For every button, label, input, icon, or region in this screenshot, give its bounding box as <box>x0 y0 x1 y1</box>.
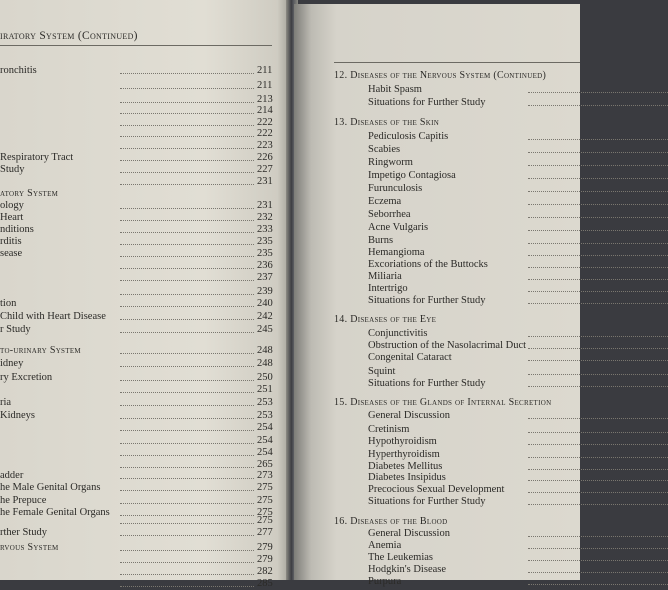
toc-entry <box>0 358 272 370</box>
toc-entry-page: 265 <box>257 459 273 470</box>
toc-entry: Intertrigo <box>368 283 668 295</box>
toc-entry-page: 250 <box>257 372 273 383</box>
toc-entry-page: 254 <box>257 447 273 458</box>
toc-entry <box>0 554 272 566</box>
toc-entry-page: 245 <box>257 324 273 335</box>
toc-entry-page: 253 <box>257 397 273 408</box>
toc-entry <box>0 495 272 507</box>
toc-entry: Situations for Further Study <box>368 97 668 109</box>
toc-entry-title: rther Study <box>0 527 47 538</box>
toc-entry-title: atory System <box>0 188 59 199</box>
toc-entry-title: nditions <box>0 224 34 235</box>
toc-entry <box>0 140 272 152</box>
toc-entry: Squint <box>368 366 668 378</box>
toc-entry-page: 231 <box>257 176 273 187</box>
toc-entry <box>0 470 272 482</box>
toc-entry <box>0 236 272 248</box>
toc-entry <box>0 397 272 409</box>
toc-entry-title: rditis <box>0 236 22 247</box>
toc-entry-page: 240 <box>257 298 273 309</box>
toc-entry <box>0 128 272 140</box>
toc-entry-page: 275 <box>257 482 273 493</box>
toc-entry <box>0 176 272 188</box>
toc-entry-page: 213 <box>257 94 273 105</box>
toc-entry-title: idney <box>0 358 24 369</box>
toc-entry <box>0 248 272 260</box>
toc-section-heading: 12. Diseases of the Nervous System (Continued) <box>334 70 547 81</box>
toc-entry-title: to-urinary System <box>0 345 81 356</box>
toc-entry-title: he Male Genital Organs <box>0 482 101 493</box>
toc-entry-page: 222 <box>257 128 273 139</box>
left-page-header: iratory System (Continued) <box>0 30 138 42</box>
toc-entry-page: 223 <box>257 140 273 151</box>
toc-entry <box>0 80 272 92</box>
toc-entry: Obstruction of the Nasolacrimal Duct <box>368 340 668 352</box>
toc-entry-page: 233 <box>257 224 273 235</box>
toc-entry: Diabetes Mellitus <box>368 461 668 473</box>
toc-entry: The Leukemias <box>368 552 668 564</box>
toc-entry-title: Respiratory Tract <box>0 152 74 163</box>
toc-entry-page: 275 <box>257 515 273 526</box>
toc-entry <box>0 345 272 357</box>
toc-entry <box>0 212 272 224</box>
toc-entry <box>0 447 272 459</box>
toc-entry <box>0 298 272 310</box>
toc-entry: Acne Vulgaris <box>368 222 668 234</box>
toc-entry-title: he Prepuce <box>0 495 47 506</box>
toc-entry <box>0 200 272 212</box>
toc-entry: Habit Spasm <box>368 84 668 96</box>
toc-entry: General Discussion <box>368 410 668 422</box>
toc-entry-page: 211 <box>257 65 273 76</box>
toc-entry: Impetigo Contagiosa <box>368 170 668 182</box>
toc-entry: Ringworm <box>368 157 668 169</box>
toc-entry <box>0 566 272 578</box>
toc-entry-page: 279 <box>257 554 273 565</box>
toc-entry <box>0 224 272 236</box>
toc-entry: Burns <box>368 235 668 247</box>
toc-entry: Purpura <box>368 576 668 588</box>
toc-entry: Hodgkin's Disease <box>368 564 668 576</box>
toc-entry-title: ria <box>0 397 12 408</box>
toc-entry <box>0 578 272 590</box>
toc-entry-title: Heart <box>0 212 24 223</box>
toc-entry-title: Kidneys <box>0 410 35 421</box>
toc-entry-page: 275 <box>257 507 273 518</box>
toc-entry: General Discussion <box>368 528 668 540</box>
toc-entry-page: 236 <box>257 260 273 271</box>
toc-entry: Scabies <box>368 144 668 156</box>
toc-entry: Precocious Sexual Development <box>368 484 668 496</box>
toc-entry-page: 227 <box>257 164 273 175</box>
toc-entry-title: ronchitis <box>0 65 37 76</box>
toc-entry <box>0 152 272 164</box>
toc-entry: Seborrhea <box>368 209 668 221</box>
toc-entry: Pediculosis Capitis <box>368 131 668 143</box>
toc-entry-page: 222 <box>257 117 273 128</box>
toc-entry-title: rvous System <box>0 542 59 553</box>
toc-entry-page: 232 <box>257 212 273 223</box>
toc-entry: Excoriations of the Buttocks <box>368 259 668 271</box>
toc-entry <box>0 188 272 200</box>
toc-section-heading: 16. Diseases of the Blood <box>334 516 448 527</box>
toc-entry-page: 235 <box>257 236 273 247</box>
toc-entry: Furunculosis <box>368 183 668 195</box>
right-page <box>294 4 580 587</box>
toc-entry-page: 214 <box>257 105 273 116</box>
toc-entry-title: ology <box>0 200 24 211</box>
toc-entry-title: r Study <box>0 324 31 335</box>
toc-entry: Cretinism <box>368 424 668 436</box>
toc-entry <box>0 324 272 336</box>
toc-entry <box>0 422 272 434</box>
toc-entry-title: adder <box>0 470 24 481</box>
toc-section-heading: 14. Diseases of the Eye <box>334 314 437 325</box>
toc-entry: Conjunctivitis <box>368 328 668 340</box>
toc-entry-title: sease <box>0 248 23 259</box>
toc-entry-page: 254 <box>257 422 273 433</box>
toc-entry-page: 282 <box>257 566 273 577</box>
toc-entry-page: 239 <box>257 286 273 297</box>
toc-entry-title: Child with Heart Disease <box>0 311 106 322</box>
toc-entry-page: 248 <box>257 358 273 369</box>
toc-entry: Congenital Cataract <box>368 352 668 364</box>
toc-entry: Miliaria <box>368 271 668 283</box>
toc-entry <box>0 384 272 396</box>
toc-entry-title: tion <box>0 298 17 309</box>
toc-entry: Hypothyroidism <box>368 436 668 448</box>
toc-entry-title: Study <box>0 164 25 175</box>
toc-entry <box>0 515 272 527</box>
toc-entry-page: 231 <box>257 200 273 211</box>
toc-entry: Diabetes Insipidus <box>368 472 668 484</box>
toc-entry <box>0 260 272 272</box>
toc-entry <box>0 272 272 284</box>
toc-entry-page: 275 <box>257 495 273 506</box>
toc-entry-page: 273 <box>257 470 273 481</box>
toc-entry: Eczema <box>368 196 668 208</box>
toc-entry <box>0 65 272 77</box>
left-page <box>0 0 292 589</box>
toc-entry-page: 248 <box>257 345 273 356</box>
toc-entry-page: 226 <box>257 152 273 163</box>
toc-entry <box>0 105 272 117</box>
toc-entry-page: 254 <box>257 435 273 446</box>
toc-entry-page: 237 <box>257 272 273 283</box>
toc-entry-page: 253 <box>257 410 273 421</box>
toc-entry <box>0 482 272 494</box>
toc-section-heading: 13. Diseases of the Skin <box>334 117 440 128</box>
toc-entry-title: ry Excretion <box>0 372 53 383</box>
toc-entry <box>0 435 272 447</box>
toc-entry <box>0 410 272 422</box>
toc-entry-page: 277 <box>257 527 273 538</box>
toc-entry-page: 242 <box>257 311 273 322</box>
toc-entry <box>0 527 272 539</box>
toc-entry-page: 285 <box>257 578 273 589</box>
toc-entry <box>0 542 272 554</box>
toc-entry: Situations for Further Study <box>368 496 668 508</box>
toc-entry <box>0 372 272 384</box>
header-rule-right <box>334 62 580 63</box>
toc-entry: Hyperthyroidism <box>368 449 668 461</box>
toc-entry-page: 279 <box>257 542 273 553</box>
toc-entry: Situations for Further Study <box>368 295 668 307</box>
toc-section-heading: 15. Diseases of the Glands of Internal Secretion <box>334 397 552 408</box>
toc-entry: Situations for Further Study <box>368 378 668 390</box>
toc-entry <box>0 286 272 298</box>
toc-entry-page: 211 <box>257 80 273 91</box>
toc-entry-page: 235 <box>257 248 273 259</box>
toc-entry: Hemangioma <box>368 247 668 259</box>
toc-entry <box>0 311 272 323</box>
toc-entry-title: he Female Genital Organs <box>0 507 110 518</box>
toc-entry: Anemia <box>368 540 668 552</box>
header-rule <box>0 45 272 46</box>
toc-entry <box>0 164 272 176</box>
toc-entry-page: 251 <box>257 384 273 395</box>
